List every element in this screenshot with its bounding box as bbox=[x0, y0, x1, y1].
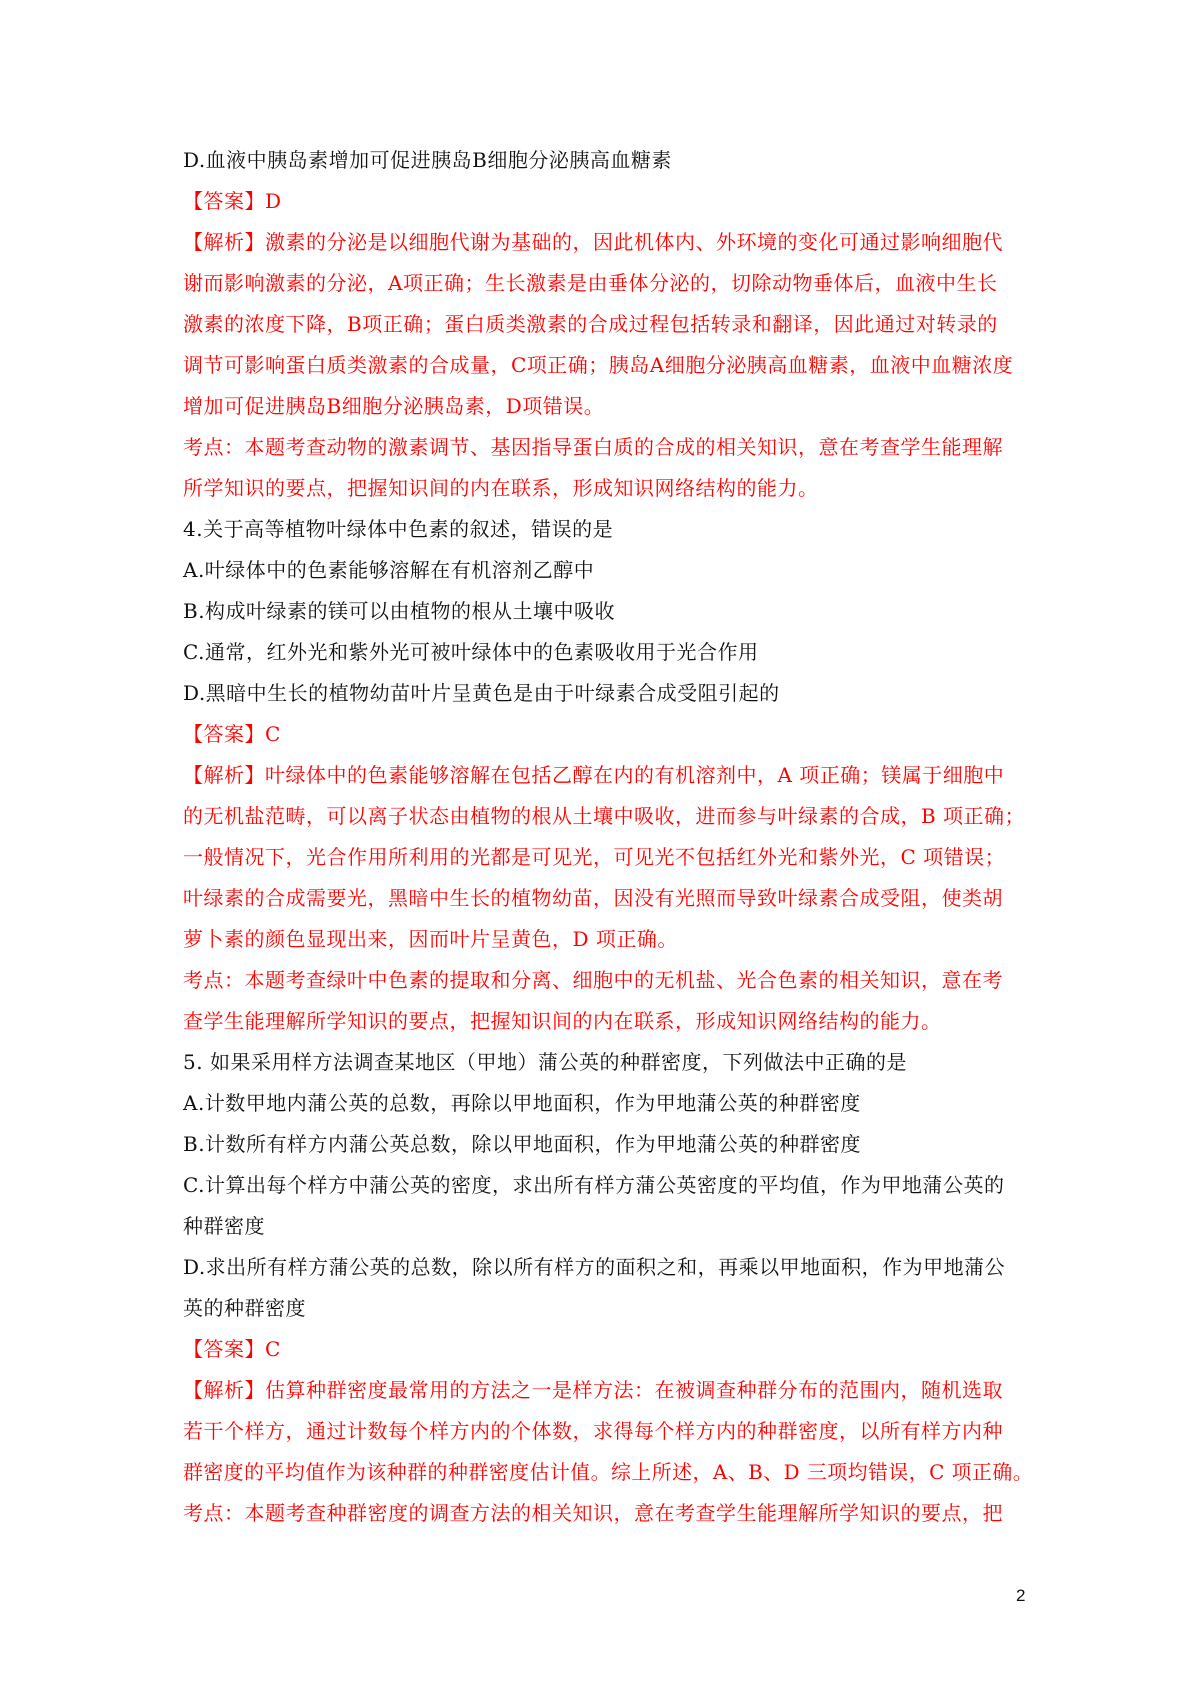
question-3-analysis-line: 增加可促进胰岛B细胞分泌胰岛素，D项错误。 bbox=[183, 394, 605, 418]
question-4-analysis-line: 叶绿素的合成需要光，黑暗中生长的植物幼苗，因没有光照而导致叶绿素合成受阻，使类胡 bbox=[183, 886, 1003, 910]
question-3-analysis-line: 激素的浓度下降，B项正确；蛋白质类激素的合成过程包括转录和翻译，因此通过对转录的 bbox=[183, 312, 998, 336]
question-4-option-a: A.叶绿体中的色素能够溶解在有机溶剂乙醇中 bbox=[183, 558, 595, 582]
page-content bbox=[183, 140, 1034, 1534]
question-5-answer: 【答案】C bbox=[183, 1337, 281, 1361]
question-3-keypoint-line: 所学知识的要点，把握知识间的内在联系，形成知识网络结构的能力。 bbox=[183, 476, 819, 500]
question-4-analysis-line: 【解析】叶绿体中的色素能够溶解在包括乙醇在内的有机溶剂中，A 项正确；镁属于细胞中 bbox=[183, 763, 1005, 787]
question-5-analysis-line: 若干个样方，通过计数每个样方内的个体数，求得每个样方内的种群密度，以所有样方内种 bbox=[183, 1419, 1003, 1443]
question-4-answer: 【答案】C bbox=[183, 722, 281, 746]
question-3-option-d: D.血液中胰岛素增加可促进胰岛B细胞分泌胰高血糖素 bbox=[183, 148, 672, 172]
question-4-stem: 4.关于高等植物叶绿体中色素的叙述，错误的是 bbox=[183, 517, 614, 541]
question-5-option-c-cont: 种群密度 bbox=[183, 1214, 265, 1238]
question-4-keypoint-line: 考点：本题考查绿叶中色素的提取和分离、细胞中的无机盐、光合色素的相关知识，意在考 bbox=[183, 968, 1003, 992]
question-5-stem: 5. 如果采用样方法调查某地区（甲地）蒲公英的种群密度，下列做法中正确的是 bbox=[183, 1050, 907, 1074]
question-5-option-a: A.计数甲地内蒲公英的总数，再除以甲地面积，作为甲地蒲公英的种群密度 bbox=[183, 1091, 861, 1115]
question-3-analysis-line: 谢而影响激素的分泌，A项正确；生长激素是由垂体分泌的，切除动物垂体后，血液中生长 bbox=[183, 271, 998, 295]
question-4-option-d: D.黑暗中生长的植物幼苗叶片呈黄色是由于叶绿素合成受阻引起的 bbox=[183, 681, 780, 705]
question-5-keypoint-line: 考点：本题考查种群密度的调查方法的相关知识，意在考查学生能理解所学知识的要点，把 bbox=[183, 1501, 1003, 1525]
question-4-analysis-line: 萝卜素的颜色显现出来，因而叶片呈黄色，D 项正确。 bbox=[183, 927, 678, 951]
question-4-analysis-line: 一般情况下，光合作用所利用的光都是可见光，可见光不包括红外光和紫外光，C 项错误； bbox=[183, 845, 1006, 869]
page-number: 2 bbox=[1016, 1586, 1026, 1605]
question-4-option-c: C.通常，红外光和紫外光可被叶绿体中的色素吸收用于光合作用 bbox=[183, 640, 759, 664]
question-3-analysis-line: 【解析】激素的分泌是以细胞代谢为基础的，因此机体内、外环境的变化可通过影响细胞代 bbox=[183, 230, 1003, 254]
question-3-analysis-line: 调节可影响蛋白质类激素的合成量，C项正确；胰岛A细胞分泌胰高血糖素，血液中血糖浓度 bbox=[183, 353, 1014, 377]
question-5-analysis-line: 【解析】估算种群密度最常用的方法之一是样方法：在被调查种群分布的范围内，随机选取 bbox=[183, 1378, 1003, 1402]
question-5-option-d: D.求出所有样方蒲公英的总数，除以所有样方的面积之和，再乘以甲地面积，作为甲地蒲公 bbox=[183, 1255, 1006, 1279]
question-4-keypoint-line: 查学生能理解所学知识的要点，把握知识间的内在联系，形成知识网络结构的能力。 bbox=[183, 1009, 942, 1033]
question-5-option-d-cont: 英的种群密度 bbox=[183, 1296, 306, 1320]
question-5-analysis-line: 群密度的平均值作为该种群的种群密度估计值。综上所述，A、B、D 三项均错误，C 项正确。 bbox=[183, 1460, 1034, 1484]
question-3-answer: 【答案】D bbox=[183, 189, 282, 213]
question-4-option-b: B.构成叶绿素的镁可以由植物的根从土壤中吸收 bbox=[183, 599, 616, 623]
question-4-analysis-line: 的无机盐范畴，可以离子状态由植物的根从土壤中吸收，进而参与叶绿素的合成，B 项正确； bbox=[183, 804, 1026, 828]
question-3-keypoint-line: 考点：本题考查动物的激素调节、基因指导蛋白质的合成的相关知识，意在考查学生能理解 bbox=[183, 435, 1003, 459]
question-5-option-c: C.计算出每个样方中蒲公英的密度，求出所有样方蒲公英密度的平均值，作为甲地蒲公英的 bbox=[183, 1173, 1005, 1197]
question-5-option-b: B.计数所有样方内蒲公英总数，除以甲地面积，作为甲地蒲公英的种群密度 bbox=[183, 1132, 862, 1156]
